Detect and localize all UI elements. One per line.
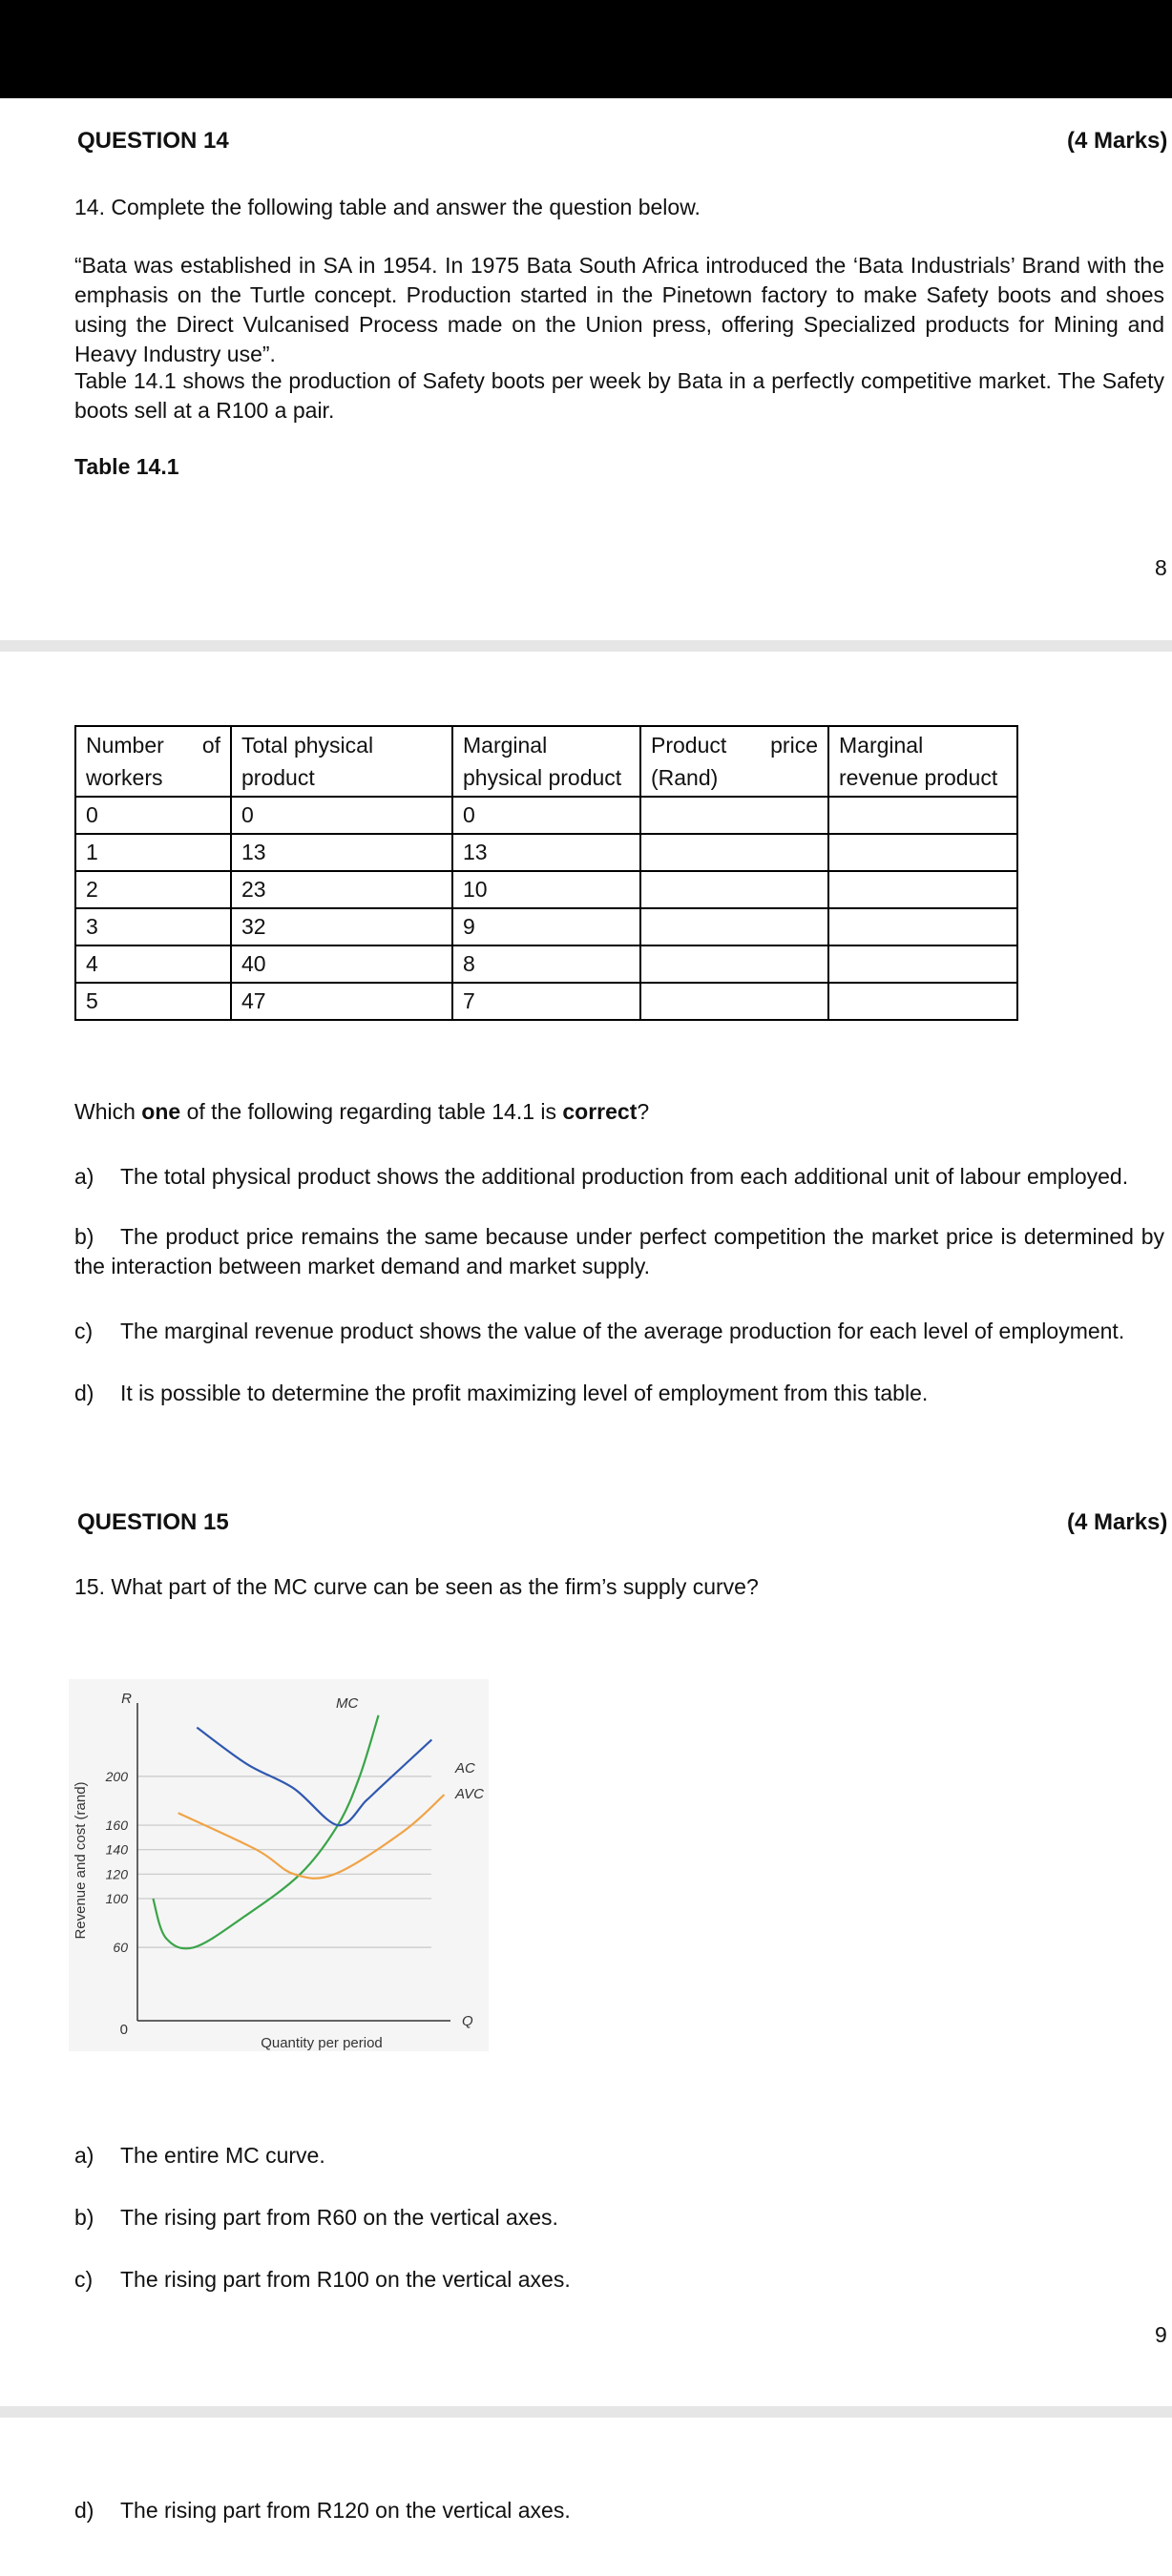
cell-mpp: 13: [452, 834, 640, 871]
option-letter: a): [74, 1164, 94, 1189]
table-14-1: [74, 725, 1018, 1021]
table-header-row: [75, 726, 1017, 797]
header-tpp: Total physical product: [231, 726, 452, 797]
cell-price-blank[interactable]: [640, 983, 828, 1020]
prompt-text: Which: [74, 1099, 142, 1124]
y-tick-label: 140: [105, 1841, 128, 1858]
x-axis-label: Quantity per period: [261, 2035, 383, 2051]
cell-workers: 0: [75, 797, 231, 834]
q15-option-b[interactable]: [74, 2203, 1164, 2233]
option-text: The product price remains the same because under perfect competition the market price is determined by the interaction between market demand and market supply.: [74, 1224, 1164, 1278]
cell-mpp: 7: [452, 983, 640, 1020]
q14-option-d[interactable]: [74, 1379, 1164, 1408]
question-14-instruction: 14. Complete the following table and answer the question below.: [74, 195, 701, 219]
q15-option-a[interactable]: [74, 2141, 1164, 2171]
table-label: Table 14.1: [74, 454, 179, 479]
table-row: [75, 983, 1017, 1020]
table-description: Table 14.1 shows the production of Safety boots per week by Bata in a perfectly competitive market. The Safety boots sell at a R100 a pair.: [74, 368, 1164, 423]
page-break: [0, 2406, 1172, 2418]
cell-tpp: 47: [231, 983, 452, 1020]
option-text: The rising part from R100 on the vertical axes.: [120, 2267, 571, 2292]
option-letter: b): [74, 2205, 94, 2230]
cell-price-blank[interactable]: [640, 945, 828, 983]
cell-mpp: 8: [452, 945, 640, 983]
cell-mpp: 10: [452, 871, 640, 908]
page-number-9: 9: [1155, 2322, 1167, 2347]
prompt-text: ?: [637, 1099, 650, 1124]
cell-price-blank[interactable]: [640, 908, 828, 945]
origin-label: 0: [119, 2022, 128, 2038]
option-text: The rising part from R60 on the vertical axes.: [120, 2205, 558, 2230]
q15-option-d[interactable]: [74, 2496, 1164, 2525]
option-text: The total physical product shows the additional production from each additional unit of labour employed.: [120, 1164, 1129, 1189]
q14-option-a[interactable]: [74, 1162, 1164, 1192]
prompt-bold-correct: correct: [562, 1099, 638, 1124]
cell-workers: 5: [75, 983, 231, 1020]
cell-tpp: 23: [231, 871, 452, 908]
cell-mrp-blank[interactable]: [828, 797, 1017, 834]
option-letter: c): [74, 1319, 94, 1343]
y-tick-label: 120: [105, 1866, 128, 1882]
prompt-text: of the following regarding table 14.1 is: [180, 1099, 563, 1124]
ac-label: AC: [455, 1760, 475, 1776]
header-workers: Number of workers: [75, 726, 231, 797]
cell-mrp-blank[interactable]: [828, 983, 1017, 1020]
page-number-8: 8: [1155, 555, 1167, 580]
y-axis-letter: R: [121, 1691, 132, 1707]
cell-mpp: 9: [452, 908, 640, 945]
cell-price-blank[interactable]: [640, 797, 828, 834]
question-14-marks: (4 Marks): [1067, 128, 1168, 154]
cell-tpp: 40: [231, 945, 452, 983]
header-mrp: Marginal revenue product: [828, 726, 1017, 797]
option-text: The marginal revenue product shows the value of the average production for each level of employment.: [120, 1319, 1125, 1343]
question-15-prompt: 15. What part of the MC curve can be seen as the firm’s supply curve?: [74, 1574, 759, 1599]
cell-mrp-blank[interactable]: [828, 834, 1017, 871]
top-black-bar: [0, 0, 1172, 98]
table-row: [75, 797, 1017, 834]
cell-workers: 1: [75, 834, 231, 871]
cell-mpp: 0: [452, 797, 640, 834]
option-text: The entire MC curve.: [120, 2143, 325, 2168]
mc-label: MC: [336, 1695, 359, 1712]
y-axis-label: Revenue and cost (rand): [73, 1781, 89, 1940]
option-letter: c): [74, 2267, 94, 2292]
question-14-title: QUESTION 14: [77, 128, 229, 154]
x-axis-letter: Q: [462, 2013, 473, 2029]
cell-tpp: 32: [231, 908, 452, 945]
cell-price-blank[interactable]: [640, 871, 828, 908]
cell-mrp-blank[interactable]: [828, 945, 1017, 983]
header-mpp: Marginal physical product: [452, 726, 640, 797]
cell-mrp-blank[interactable]: [828, 908, 1017, 945]
y-tick-label: 200: [105, 1768, 128, 1784]
option-letter: d): [74, 1381, 94, 1405]
q14-option-b[interactable]: [74, 1222, 1164, 1281]
question-14-prompt: [74, 1097, 1164, 1127]
cell-tpp: 0: [231, 797, 452, 834]
q14-option-c[interactable]: [74, 1317, 1164, 1346]
option-letter: d): [74, 2498, 94, 2523]
header-price: Product price (Rand): [640, 726, 828, 797]
y-tick-label: 100: [105, 1890, 128, 1906]
option-letter: b): [74, 1224, 94, 1249]
y-tick-label: 160: [105, 1818, 128, 1834]
q15-option-c[interactable]: [74, 2265, 1164, 2295]
y-tick-label: 60: [113, 1940, 128, 1956]
table-row: [75, 834, 1017, 871]
cell-price-blank[interactable]: [640, 834, 828, 871]
cell-workers: 4: [75, 945, 231, 983]
page-break: [0, 640, 1172, 652]
cell-tpp: 13: [231, 834, 452, 871]
prompt-bold-one: one: [141, 1099, 181, 1124]
question-15-title: QUESTION 15: [77, 1509, 229, 1535]
table-row: [75, 908, 1017, 945]
option-letter: a): [74, 2143, 94, 2168]
table-row: [75, 945, 1017, 983]
cost-curves-chart: [69, 1679, 489, 2051]
table-row: [75, 871, 1017, 908]
bata-quote: “Bata was established in SA in 1954. In 1975 Bata South Africa introduced the ‘Bata Industrials’ Brand with the emphasis on the Turtle concept. Production started in the Pinetown factory to make Safety boots and shoes using the Direct Vulcanised Process made on the Union press, offering Specialized products for Mining and Heavy Industry use”.: [74, 253, 1164, 366]
cell-workers: 3: [75, 908, 231, 945]
cell-mrp-blank[interactable]: [828, 871, 1017, 908]
question-15-marks: (4 Marks): [1067, 1509, 1168, 1535]
cell-workers: 2: [75, 871, 231, 908]
option-text: It is possible to determine the profit maximizing level of employment from this table.: [120, 1381, 929, 1405]
option-text: The rising part from R120 on the vertical axes.: [120, 2498, 571, 2523]
avc-label: AVC: [455, 1786, 485, 1802]
